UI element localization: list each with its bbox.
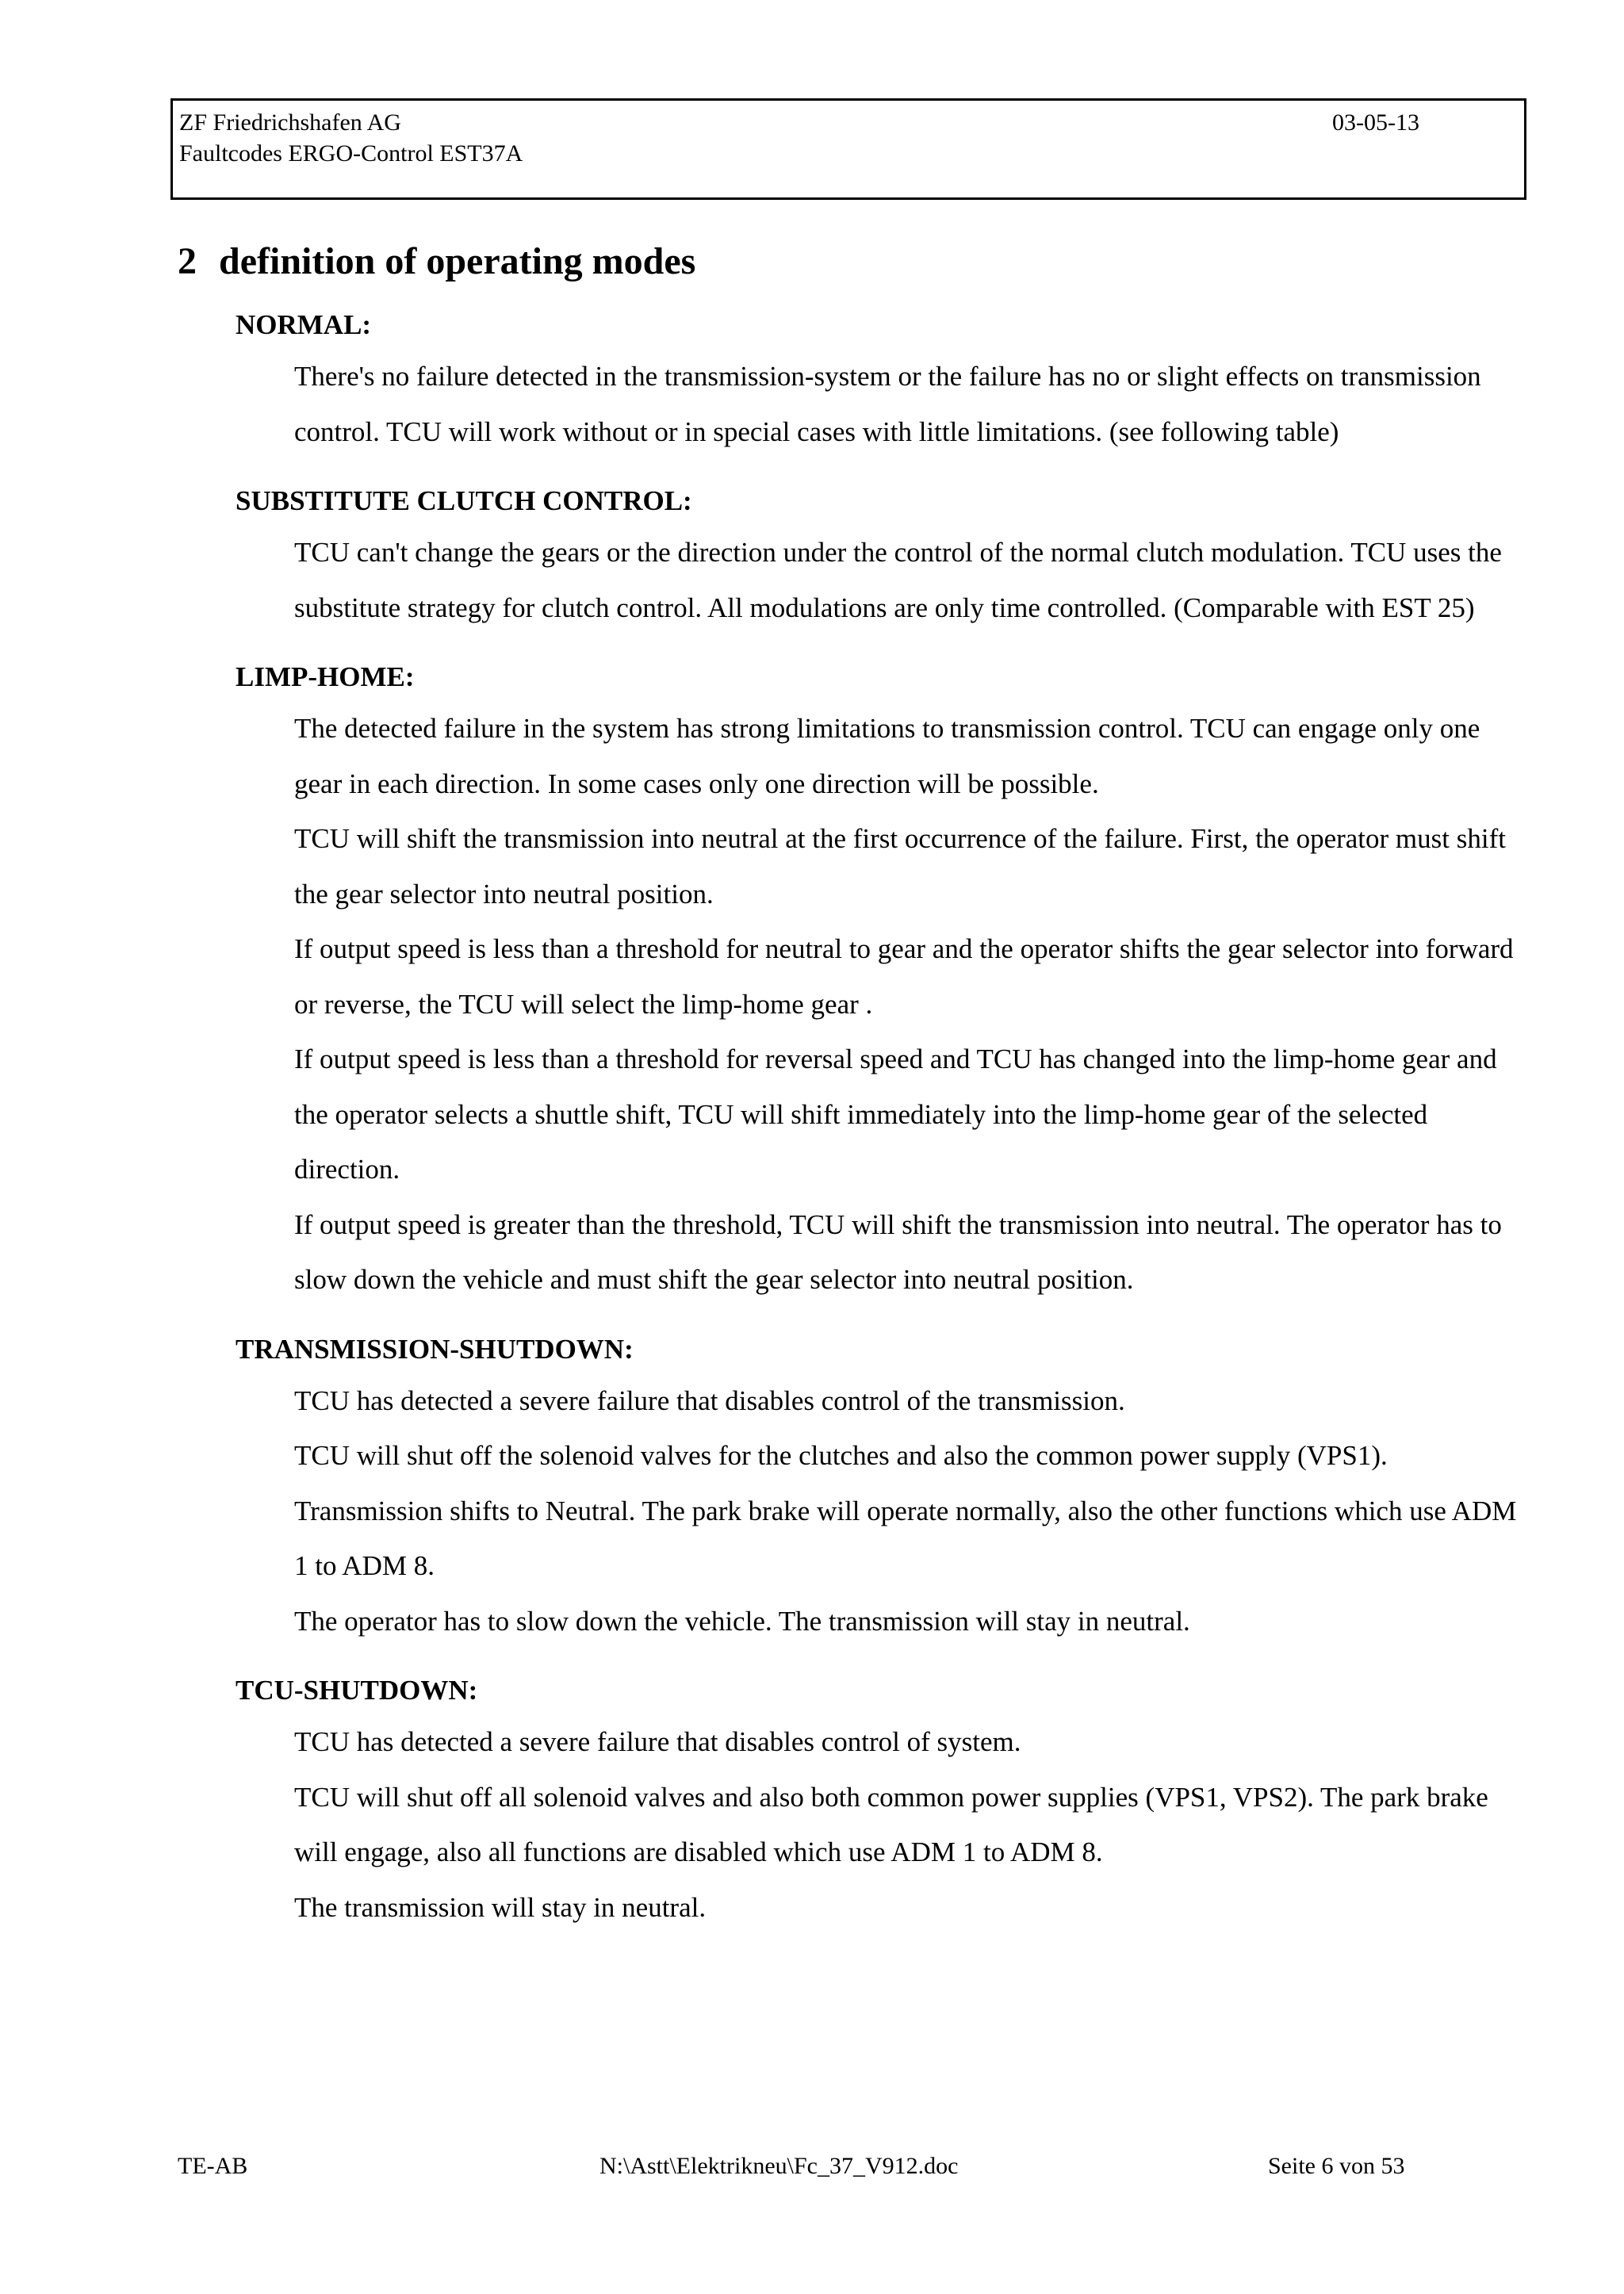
section-paragraph: TCU will shift the transmission into neutral at the first occurrence of the failure. First, the operator must shift the gear selector into neutral position.: [294, 823, 1506, 910]
section-heading: SUBSTITUTE CLUTCH CONTROL:: [236, 485, 692, 516]
section-paragraph: TCU has detected a severe failure that disables control of system.: [294, 1726, 1021, 1757]
section-paragraph: The detected failure in the system has strong limitations to transmission control. TCU can engage only one gear in each direction. In some cases only one direction will be possible.: [294, 713, 1480, 799]
section-paragraph: If output speed is less than a threshold for reversal speed and TCU has changed into the limp-home gear and the operator selects a shuttle shift, TCU will shift immediately into the limp-home gear of the selected direction.: [294, 1044, 1497, 1185]
section-limp-home: [236, 653, 1536, 1308]
footer-page-info: Seite 6 von 53: [1268, 2153, 1405, 2179]
section-paragraph: TCU will shut off all solenoid valves and also both common power supplies (VPS1, VPS2). The park brake will engage, also all functions are disabled which use ADM 1 to ADM 8.: [294, 1781, 1488, 1867]
section-heading: TCU-SHUTDOWN:: [236, 1675, 478, 1706]
header-document-title: Faultcodes ERGO-Control EST37A: [179, 140, 523, 167]
section-heading: NORMAL:: [236, 309, 372, 340]
page-header: [170, 98, 1526, 200]
section-paragraph: TCU will shut off the solenoid valves for the clutches and also the common power supply (VPS1).: [294, 1440, 1388, 1471]
section-paragraph: The operator has to slow down the vehicle. The transmission will stay in neutral.: [294, 1605, 1190, 1637]
section-heading: TRANSMISSION-SHUTDOWN:: [236, 1333, 634, 1365]
footer-department: TE-AB: [178, 2153, 248, 2179]
footer-file-path: N:\Astt\Elektrikneu\Fc_37_V912.doc: [599, 2153, 959, 2179]
section-paragraph: If output speed is less than a threshold for neutral to gear and the operator shifts the gear selector into forward or reverse, the TCU will select the limp-home gear .: [294, 933, 1514, 1020]
section-transmission-shutdown: [236, 1326, 1536, 1649]
document-body: [236, 301, 1536, 1935]
section-paragraph: TCU has detected a severe failure that disables control of the transmission.: [294, 1384, 1125, 1416]
chapter-heading: [178, 238, 695, 285]
header-date: 03-05-13: [1332, 109, 1419, 136]
section-paragraph: Transmission shifts to Neutral. The park brake will operate normally, also the other functions which use ADM 1 to ADM 8.: [294, 1495, 1517, 1581]
chapter-number: 2: [178, 240, 197, 282]
section-substitute-clutch-control: [236, 477, 1536, 635]
section-paragraph: There's no failure detected in the transmission-system or the failure has no or slight effects on transmission control. TCU will work without or in special cases with little limitations. (see following table): [294, 361, 1481, 447]
section-paragraph: The transmission will stay in neutral.: [294, 1891, 707, 1923]
chapter-title: definition of operating modes: [219, 240, 696, 282]
header-company: ZF Friedrichshafen AG: [179, 109, 401, 136]
section-normal: [236, 301, 1536, 459]
section-paragraph: If output speed is greater than the threshold, TCU will shift the transmission into neutral. The operator has to slow down the vehicle and must shift the gear selector into neutral position.: [294, 1208, 1502, 1295]
section-paragraph: TCU can't change the gears or the direction under the control of the normal clutch modulation. TCU uses the substitute strategy for clutch control. All modulations are only time controlled. (Comparable with EST 25): [294, 537, 1502, 623]
header-left-block: [179, 107, 523, 169]
section-tcu-shutdown: [236, 1667, 1536, 1935]
section-heading: LIMP-HOME:: [236, 661, 415, 692]
